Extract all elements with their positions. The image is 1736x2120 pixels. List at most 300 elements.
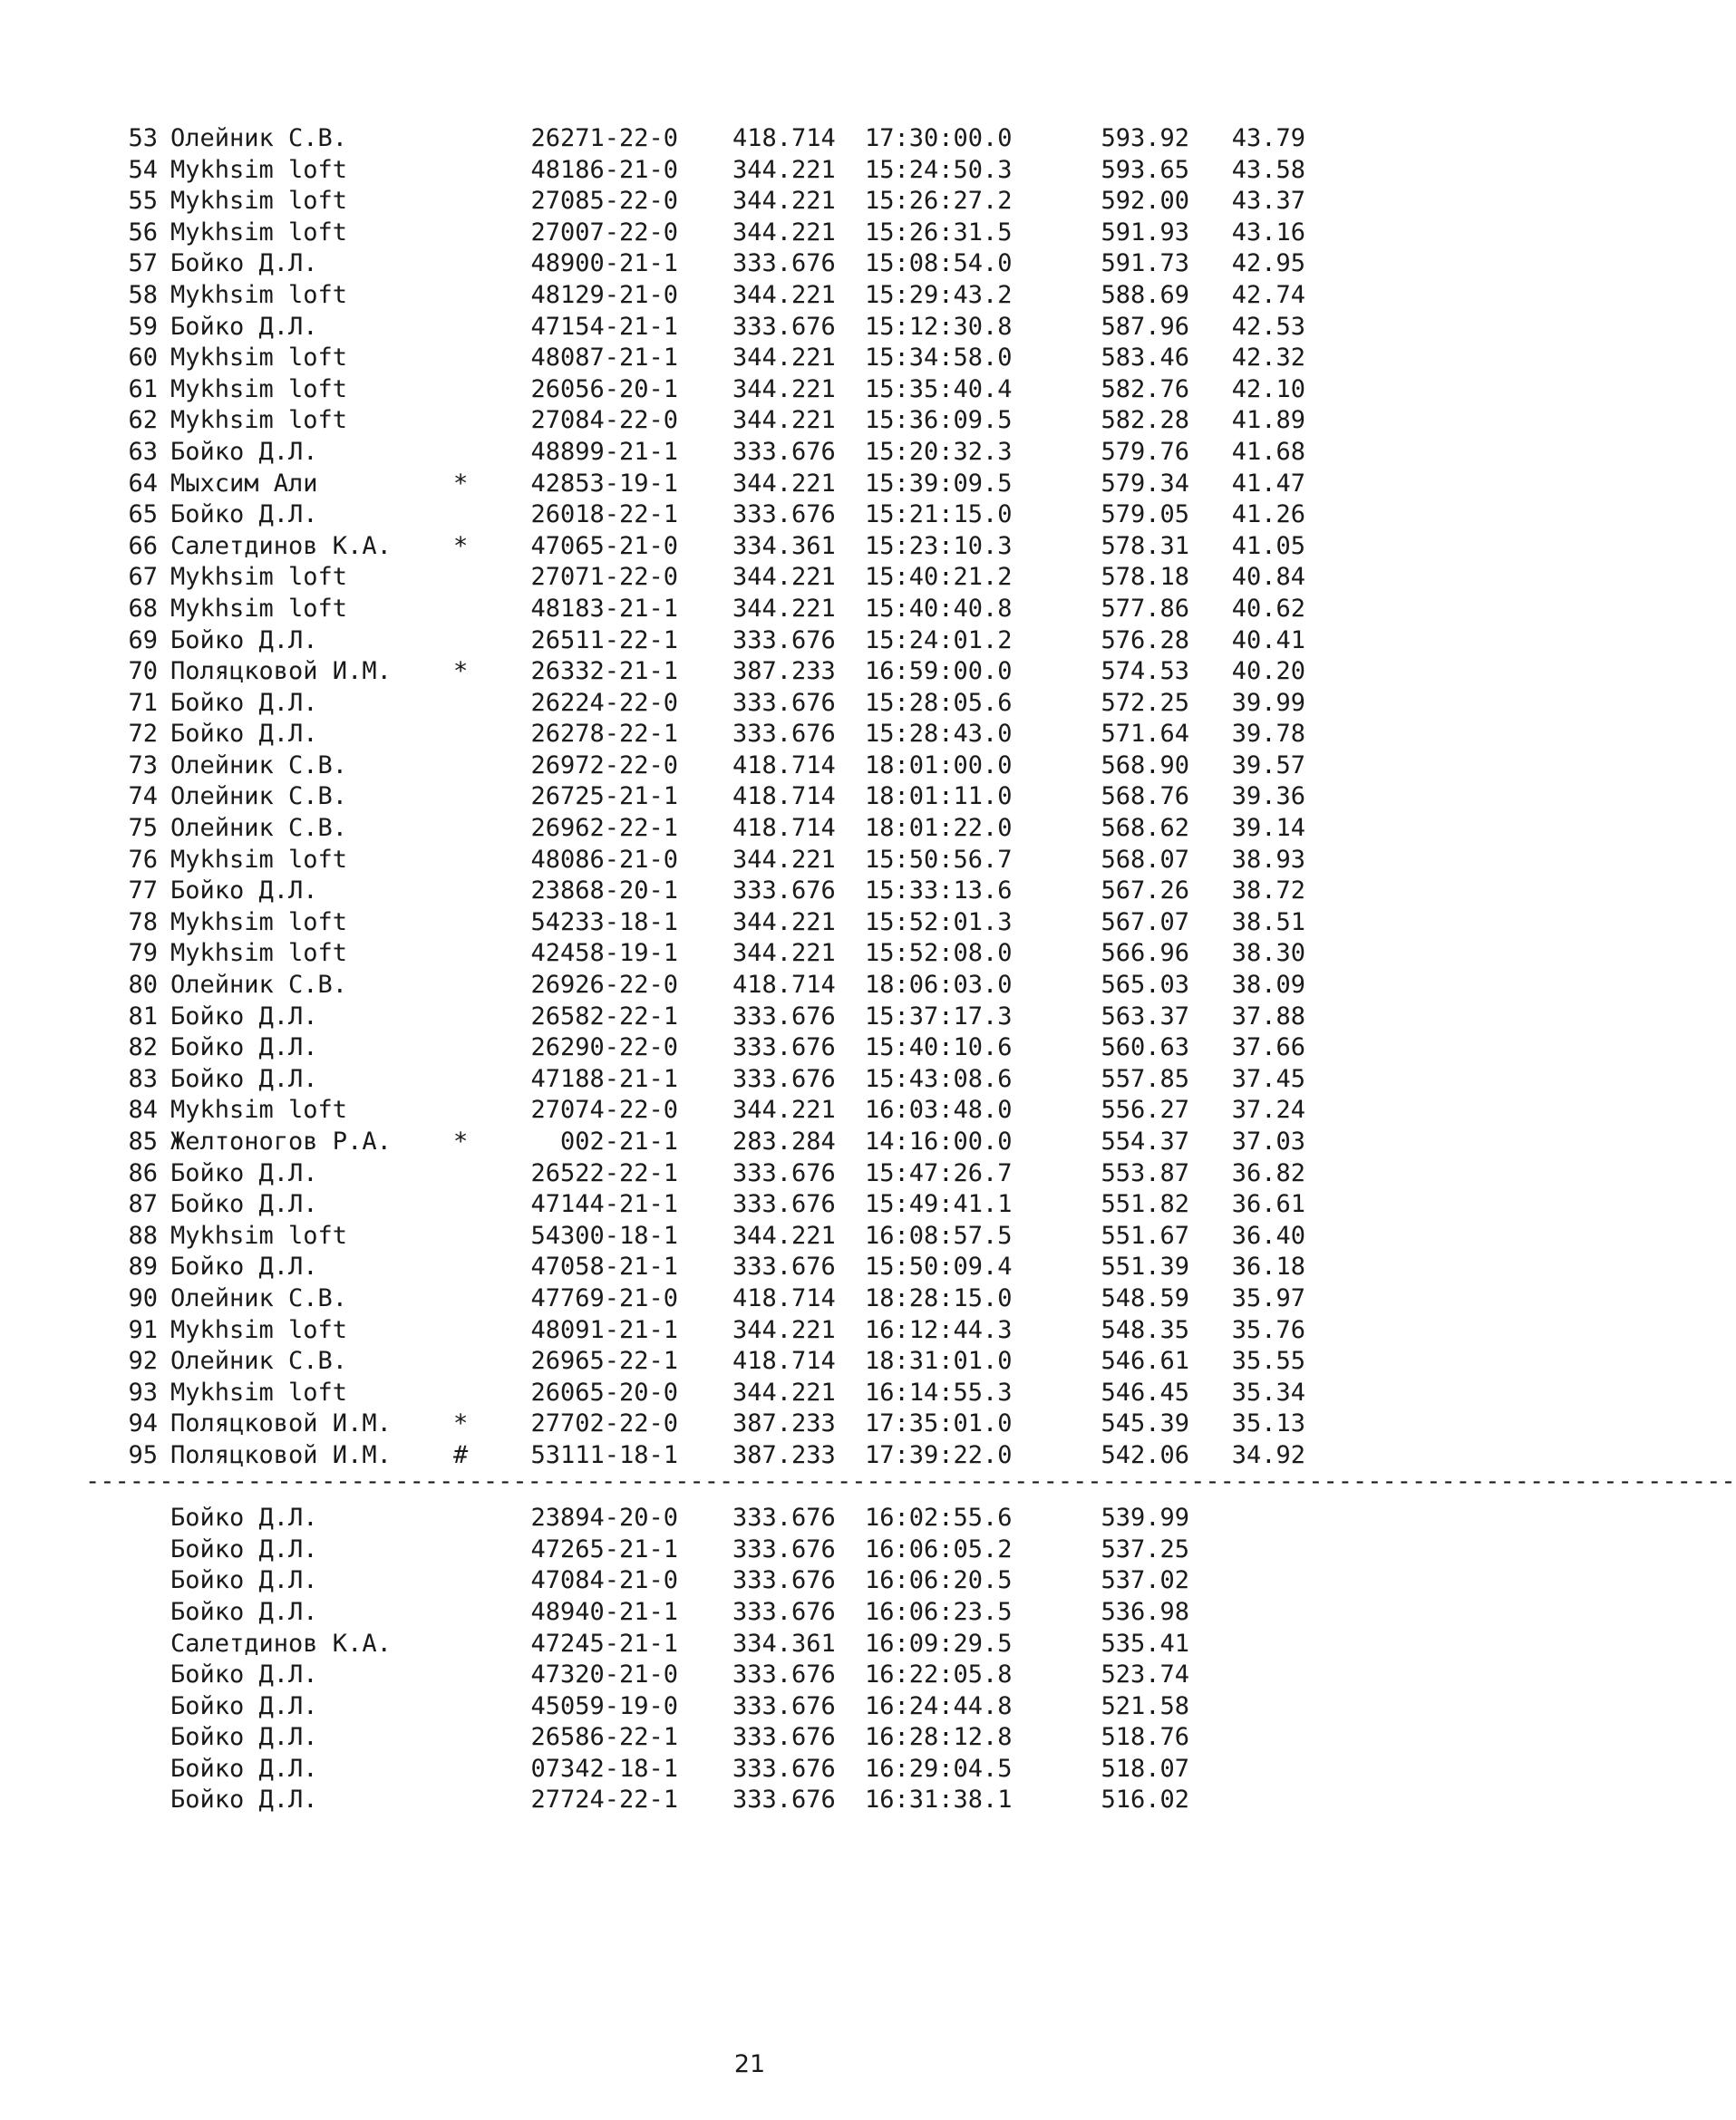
ring-number-cell: 27007-22-0 [530,218,678,247]
fancier-name-cell: Бойко Д.Л. [170,625,318,654]
arrival-time-cell: 17:35:01.0 [865,1409,1013,1438]
speed-cell: 582.76 [1101,374,1189,403]
ring-number-cell: 47769-21-0 [530,1283,678,1312]
fancier-name-cell: Бойко Д.Л. [170,1002,318,1031]
speed-cell: 545.39 [1101,1409,1189,1438]
speed-cell: 593.65 [1101,155,1189,184]
table-row [87,1221,1311,1253]
table-row [87,876,1311,907]
arrival-time-cell: 16:02:55.6 [865,1504,1013,1533]
arrival-time-cell: 16:12:44.3 [865,1315,1013,1344]
points-cell: 41.68 [1231,437,1305,466]
points-cell: 40.84 [1231,563,1305,592]
table-row [87,123,1311,155]
distance-cell: 333.676 [732,876,836,905]
fancier-name-cell: Бойко Д.Л. [170,1660,318,1689]
rank-cell: 81 [128,1002,158,1031]
speed-cell: 593.92 [1101,124,1189,152]
ring-number-cell: 48899-21-1 [530,437,678,466]
distance-cell: 333.676 [732,500,836,529]
table-row [87,813,1311,845]
rank-cell: 90 [128,1283,158,1312]
table-row [87,374,1311,406]
ring-number-cell: 27702-22-0 [530,1409,678,1438]
points-cell: 41.89 [1231,406,1305,435]
distance-cell: 418.714 [732,750,836,779]
distance-cell: 333.676 [732,1566,836,1595]
arrival-time-cell: 18:31:01.0 [865,1347,1013,1376]
points-cell: 41.26 [1231,500,1305,529]
table-row [87,907,1311,939]
arrival-time-cell: 18:28:15.0 [865,1283,1013,1312]
table-row [87,499,1311,531]
ring-number-cell: 26290-22-0 [530,1033,678,1062]
table-row [87,1503,1311,1534]
points-cell: 35.76 [1231,1315,1305,1344]
distance-cell: 418.714 [732,124,836,152]
speed-cell: 591.73 [1101,249,1189,278]
rank-cell: 55 [128,187,158,216]
speed-cell: 577.86 [1101,594,1189,623]
table-row [87,1754,1311,1786]
ring-number-cell: 47245-21-1 [530,1629,678,1658]
arrival-time-cell: 15:40:10.6 [865,1033,1013,1062]
ring-number-cell: 48086-21-0 [530,845,678,874]
ring-number-cell: 27071-22-0 [530,563,678,592]
fancier-name-cell: Олейник С.В. [170,1283,348,1312]
speed-cell: 551.39 [1101,1253,1189,1282]
points-cell: 43.58 [1231,155,1305,184]
ring-number-cell: 26056-20-1 [530,374,678,403]
ring-number-cell: 26511-22-1 [530,625,678,654]
table-row [87,1002,1311,1033]
ring-number-cell: 54300-18-1 [530,1221,678,1250]
table-row [87,938,1311,970]
fancier-name-cell: Mykhsim loft [170,845,348,874]
points-cell: 38.72 [1231,876,1305,905]
speed-cell: 592.00 [1101,187,1189,216]
table-row [87,970,1311,1002]
ranked-results [87,123,1311,1472]
ring-number-cell: 26278-22-1 [530,720,678,749]
mark-cell: * [453,1409,469,1438]
ring-number-cell: 26926-22-0 [530,971,678,1000]
arrival-time-cell: 16:14:55.3 [865,1378,1013,1407]
distance-cell: 333.676 [732,1754,836,1783]
fancier-name-cell: Mykhsim loft [170,280,348,309]
mark-cell: * [453,1128,469,1156]
speed-cell: 568.07 [1101,845,1189,874]
ring-number-cell: 48087-21-1 [530,344,678,373]
fancier-name-cell: Mykhsim loft [170,187,348,216]
distance-cell: 344.221 [732,469,836,498]
ring-number-cell: 07342-18-1 [530,1754,678,1783]
distance-cell: 283.284 [732,1128,836,1156]
fancier-name-cell: Бойко Д.Л. [170,1597,318,1626]
points-cell: 40.41 [1231,625,1305,654]
rank-cell: 64 [128,469,158,498]
points-cell: 39.57 [1231,750,1305,779]
speed-cell: 568.62 [1101,814,1189,843]
points-cell: 37.24 [1231,1096,1305,1125]
speed-cell: 521.58 [1101,1691,1189,1720]
rank-cell: 94 [128,1409,158,1438]
distance-cell: 418.714 [732,814,836,843]
table-row [87,312,1311,344]
table-row [87,1534,1311,1566]
rank-cell: 68 [128,594,158,623]
ring-number-cell: 002-21-1 [559,1128,678,1156]
speed-cell: 548.59 [1101,1283,1189,1312]
points-cell: 39.14 [1231,814,1305,843]
arrival-time-cell: 15:49:41.1 [865,1190,1013,1219]
speed-cell: 535.41 [1101,1629,1189,1658]
points-cell: 42.10 [1231,374,1305,403]
table-row [87,280,1311,312]
points-cell: 42.74 [1231,280,1305,309]
rank-cell: 66 [128,531,158,560]
fancier-name-cell: Mykhsim loft [170,563,348,592]
distance-cell: 344.221 [732,280,836,309]
ring-number-cell: 47265-21-1 [530,1534,678,1563]
speed-cell: 572.25 [1101,688,1189,717]
distance-cell: 333.676 [732,688,836,717]
table-row [87,1785,1311,1816]
arrival-time-cell: 15:35:40.4 [865,374,1013,403]
points-cell: 39.78 [1231,720,1305,749]
fancier-name-cell: Mykhsim loft [170,155,348,184]
speed-cell: 518.07 [1101,1754,1189,1783]
points-cell: 39.99 [1231,688,1305,717]
points-cell: 42.32 [1231,344,1305,373]
rank-cell: 88 [128,1221,158,1250]
arrival-time-cell: 15:39:09.5 [865,469,1013,498]
table-row [87,405,1311,437]
distance-cell: 344.221 [732,406,836,435]
fancier-name-cell: Поляцковой И.М. [170,657,392,686]
arrival-time-cell: 16:28:12.8 [865,1723,1013,1752]
points-cell: 36.18 [1231,1253,1305,1282]
table-row [87,437,1311,469]
ring-number-cell: 26582-22-1 [530,1002,678,1031]
arrival-time-cell: 15:47:26.7 [865,1158,1013,1187]
rank-cell: 67 [128,563,158,592]
points-cell: 40.62 [1231,594,1305,623]
table-row [87,218,1311,249]
table-row [87,1629,1311,1660]
rank-cell: 87 [128,1190,158,1219]
distance-cell: 344.221 [732,1378,836,1407]
rank-cell: 58 [128,280,158,309]
table-row [87,248,1311,280]
distance-cell: 344.221 [732,1221,836,1250]
fancier-name-cell: Mykhsim loft [170,218,348,247]
fancier-name-cell: Бойко Д.Л. [170,688,318,717]
rank-cell: 53 [128,124,158,152]
arrival-time-cell: 16:24:44.8 [865,1691,1013,1720]
rank-cell: 91 [128,1315,158,1344]
rank-cell: 83 [128,1064,158,1093]
points-cell: 36.40 [1231,1221,1305,1250]
ring-number-cell: 26586-22-1 [530,1723,678,1752]
table-row [87,1378,1311,1409]
arrival-time-cell: 15:50:09.4 [865,1253,1013,1282]
rank-cell: 73 [128,750,158,779]
speed-cell: 536.98 [1101,1597,1189,1626]
table-row [87,1722,1311,1754]
speed-cell: 588.69 [1101,280,1189,309]
speed-cell: 566.96 [1101,939,1189,968]
distance-cell: 418.714 [732,1347,836,1376]
arrival-time-cell: 15:26:31.5 [865,218,1013,247]
points-cell: 38.09 [1231,971,1305,1000]
ring-number-cell: 48091-21-1 [530,1315,678,1344]
points-cell: 37.66 [1231,1033,1305,1062]
fancier-name-cell: Бойко Д.Л. [170,1691,318,1720]
ring-number-cell: 23868-20-1 [530,876,678,905]
ring-number-cell: 48940-21-1 [530,1597,678,1626]
ring-number-cell: 47188-21-1 [530,1064,678,1093]
arrival-time-cell: 16:03:48.0 [865,1096,1013,1125]
fancier-name-cell: Олейник С.В. [170,814,348,843]
arrival-time-cell: 18:06:03.0 [865,971,1013,1000]
arrival-time-cell: 18:01:22.0 [865,814,1013,843]
distance-cell: 333.676 [732,1253,836,1282]
distance-cell: 418.714 [732,971,836,1000]
fancier-name-cell: Mykhsim loft [170,1096,348,1125]
arrival-time-cell: 16:09:29.5 [865,1629,1013,1658]
distance-cell: 418.714 [732,1283,836,1312]
ring-number-cell: 47144-21-1 [530,1190,678,1219]
ring-number-cell: 23894-20-0 [530,1504,678,1533]
rank-cell: 79 [128,939,158,968]
fancier-name-cell: Mykhsim loft [170,1315,348,1344]
ring-number-cell: 48186-21-0 [530,155,678,184]
ring-number-cell: 47320-21-0 [530,1660,678,1689]
arrival-time-cell: 17:39:22.0 [865,1440,1013,1469]
fancier-name-cell: Олейник С.В. [170,124,348,152]
distance-cell: 344.221 [732,907,836,936]
points-cell: 36.82 [1231,1158,1305,1187]
fancier-name-cell: Бойко Д.Л. [170,437,318,466]
fancier-name-cell: Бойко Д.Л. [170,1786,318,1815]
rank-cell: 93 [128,1378,158,1407]
table-row [87,656,1311,688]
distance-cell: 334.361 [732,531,836,560]
speed-cell: 553.87 [1101,1158,1189,1187]
distance-cell: 344.221 [732,594,836,623]
fancier-name-cell: Бойко Д.Л. [170,1754,318,1783]
distance-cell: 387.233 [732,657,836,686]
table-row [87,594,1311,625]
speed-cell: 546.61 [1101,1347,1189,1376]
table-row [87,719,1311,750]
ring-number-cell: 48183-21-1 [530,594,678,623]
points-cell: 43.16 [1231,218,1305,247]
fancier-name-cell: Бойко Д.Л. [170,1566,318,1595]
fancier-name-cell: Бойко Д.Л. [170,1534,318,1563]
speed-cell: 539.99 [1101,1504,1189,1533]
ring-number-cell: 27724-22-1 [530,1786,678,1815]
points-cell: 40.20 [1231,657,1305,686]
rank-cell: 80 [128,971,158,1000]
distance-cell: 333.676 [732,312,836,341]
arrival-time-cell: 17:30:00.0 [865,124,1013,152]
distance-cell: 333.676 [732,1660,836,1689]
ring-number-cell: 54233-18-1 [530,907,678,936]
speed-cell: 579.05 [1101,500,1189,529]
rank-cell: 72 [128,720,158,749]
arrival-time-cell: 15:50:56.7 [865,845,1013,874]
ring-number-cell: 26018-22-1 [530,500,678,529]
arrival-time-cell: 18:01:11.0 [865,782,1013,811]
distance-cell: 333.676 [732,1691,836,1720]
speed-cell: 579.76 [1101,437,1189,466]
distance-cell: 333.676 [732,1158,836,1187]
fancier-name-cell: Mykhsim loft [170,594,348,623]
speed-cell: 579.34 [1101,469,1189,498]
ring-number-cell: 26725-21-1 [530,782,678,811]
table-row [87,1565,1311,1597]
rank-cell: 54 [128,155,158,184]
rank-cell: 82 [128,1033,158,1062]
speed-cell: 563.37 [1101,1002,1189,1031]
table-row [87,1346,1311,1378]
distance-cell: 333.676 [732,437,836,466]
distance-cell: 333.676 [732,625,836,654]
table-row [87,155,1311,187]
arrival-time-cell: 15:33:13.6 [865,876,1013,905]
unranked-results [87,1503,1311,1816]
arrival-time-cell: 16:59:00.0 [865,657,1013,686]
fancier-name-cell: Бойко Д.Л. [170,1504,318,1533]
table-row [87,1127,1311,1158]
table-row [87,1095,1311,1127]
ring-number-cell: 26962-22-1 [530,814,678,843]
fancier-name-cell: Бойко Д.Л. [170,1723,318,1752]
points-cell: 37.45 [1231,1064,1305,1093]
speed-cell: 568.76 [1101,782,1189,811]
speed-cell: 551.67 [1101,1221,1189,1250]
distance-cell: 387.233 [732,1409,836,1438]
distance-cell: 344.221 [732,1315,836,1344]
points-cell: 37.03 [1231,1128,1305,1156]
rank-cell: 61 [128,374,158,403]
ring-number-cell: 48129-21-0 [530,280,678,309]
rank-cell: 77 [128,876,158,905]
distance-cell: 344.221 [732,344,836,373]
points-cell: 38.30 [1231,939,1305,968]
rank-cell: 60 [128,344,158,373]
fancier-name-cell: Олейник С.В. [170,971,348,1000]
arrival-time-cell: 15:34:58.0 [865,344,1013,373]
arrival-time-cell: 15:24:50.3 [865,155,1013,184]
fancier-name-cell: Бойко Д.Л. [170,312,318,341]
fancier-name-cell: Салетдинов К.А. [170,531,392,560]
distance-cell: 418.714 [732,782,836,811]
ring-number-cell: 27085-22-0 [530,187,678,216]
fancier-name-cell: Бойко Д.Л. [170,720,318,749]
page-number: 21 [733,2050,766,2078]
ring-number-cell: 26271-22-0 [530,124,678,152]
arrival-time-cell: 16:22:05.8 [865,1660,1013,1689]
table-row [87,781,1311,813]
table-row [87,1189,1311,1221]
speed-cell: 554.37 [1101,1128,1189,1156]
arrival-time-cell: 15:52:08.0 [865,939,1013,968]
speed-cell: 516.02 [1101,1786,1189,1815]
points-cell: 42.95 [1231,249,1305,278]
distance-cell: 334.361 [732,1629,836,1658]
mark-cell: * [453,531,469,560]
table-row [87,625,1311,657]
arrival-time-cell: 15:08:54.0 [865,249,1013,278]
fancier-name-cell: Mykhsim loft [170,907,348,936]
fancier-name-cell: Бойко Д.Л. [170,249,318,278]
fancier-name-cell: Олейник С.В. [170,750,348,779]
ring-number-cell: 47065-21-0 [530,531,678,560]
speed-cell: 556.27 [1101,1096,1189,1125]
speed-cell: 578.18 [1101,563,1189,592]
points-cell: 35.13 [1231,1409,1305,1438]
speed-cell: 548.35 [1101,1315,1189,1344]
points-cell: 34.92 [1231,1440,1305,1469]
ring-number-cell: 42458-19-1 [530,939,678,968]
distance-cell: 344.221 [732,845,836,874]
arrival-time-cell: 16:06:20.5 [865,1566,1013,1595]
mark-cell: * [453,657,469,686]
fancier-name-cell: Mykhsim loft [170,939,348,968]
distance-cell: 344.221 [732,155,836,184]
ring-number-cell: 42853-19-1 [530,469,678,498]
distance-cell: 333.676 [732,1002,836,1031]
arrival-time-cell: 18:01:00.0 [865,750,1013,779]
rank-cell: 65 [128,500,158,529]
rank-cell: 76 [128,845,158,874]
fancier-name-cell: Бойко Д.Л. [170,876,318,905]
ring-number-cell: 26065-20-0 [530,1378,678,1407]
ring-number-cell: 26972-22-0 [530,750,678,779]
rank-cell: 69 [128,625,158,654]
arrival-time-cell: 15:40:40.8 [865,594,1013,623]
points-cell: 43.37 [1231,187,1305,216]
arrival-time-cell: 15:23:10.3 [865,531,1013,560]
points-cell: 41.05 [1231,531,1305,560]
fancier-name-cell: Салетдинов К.А. [170,1629,392,1658]
arrival-time-cell: 15:28:05.6 [865,688,1013,717]
distance-cell: 333.676 [732,1504,836,1533]
arrival-time-cell: 15:21:15.0 [865,500,1013,529]
ring-number-cell: 47084-21-0 [530,1566,678,1595]
arrival-time-cell: 15:52:01.3 [865,907,1013,936]
rank-cell: 62 [128,406,158,435]
speed-cell: 567.07 [1101,907,1189,936]
arrival-time-cell: 15:29:43.2 [865,280,1013,309]
speed-cell: 537.25 [1101,1534,1189,1563]
points-cell: 42.53 [1231,312,1305,341]
distance-cell: 333.676 [732,720,836,749]
speed-cell: 568.90 [1101,750,1189,779]
rank-cell: 74 [128,782,158,811]
rank-cell: 78 [128,907,158,936]
rank-cell: 71 [128,688,158,717]
speed-cell: 576.28 [1101,625,1189,654]
points-cell: 35.34 [1231,1378,1305,1407]
fancier-name-cell: Mykhsim loft [170,374,348,403]
distance-cell: 333.676 [732,1190,836,1219]
fancier-name-cell: Mykhsim loft [170,1378,348,1407]
table-row [87,343,1311,374]
